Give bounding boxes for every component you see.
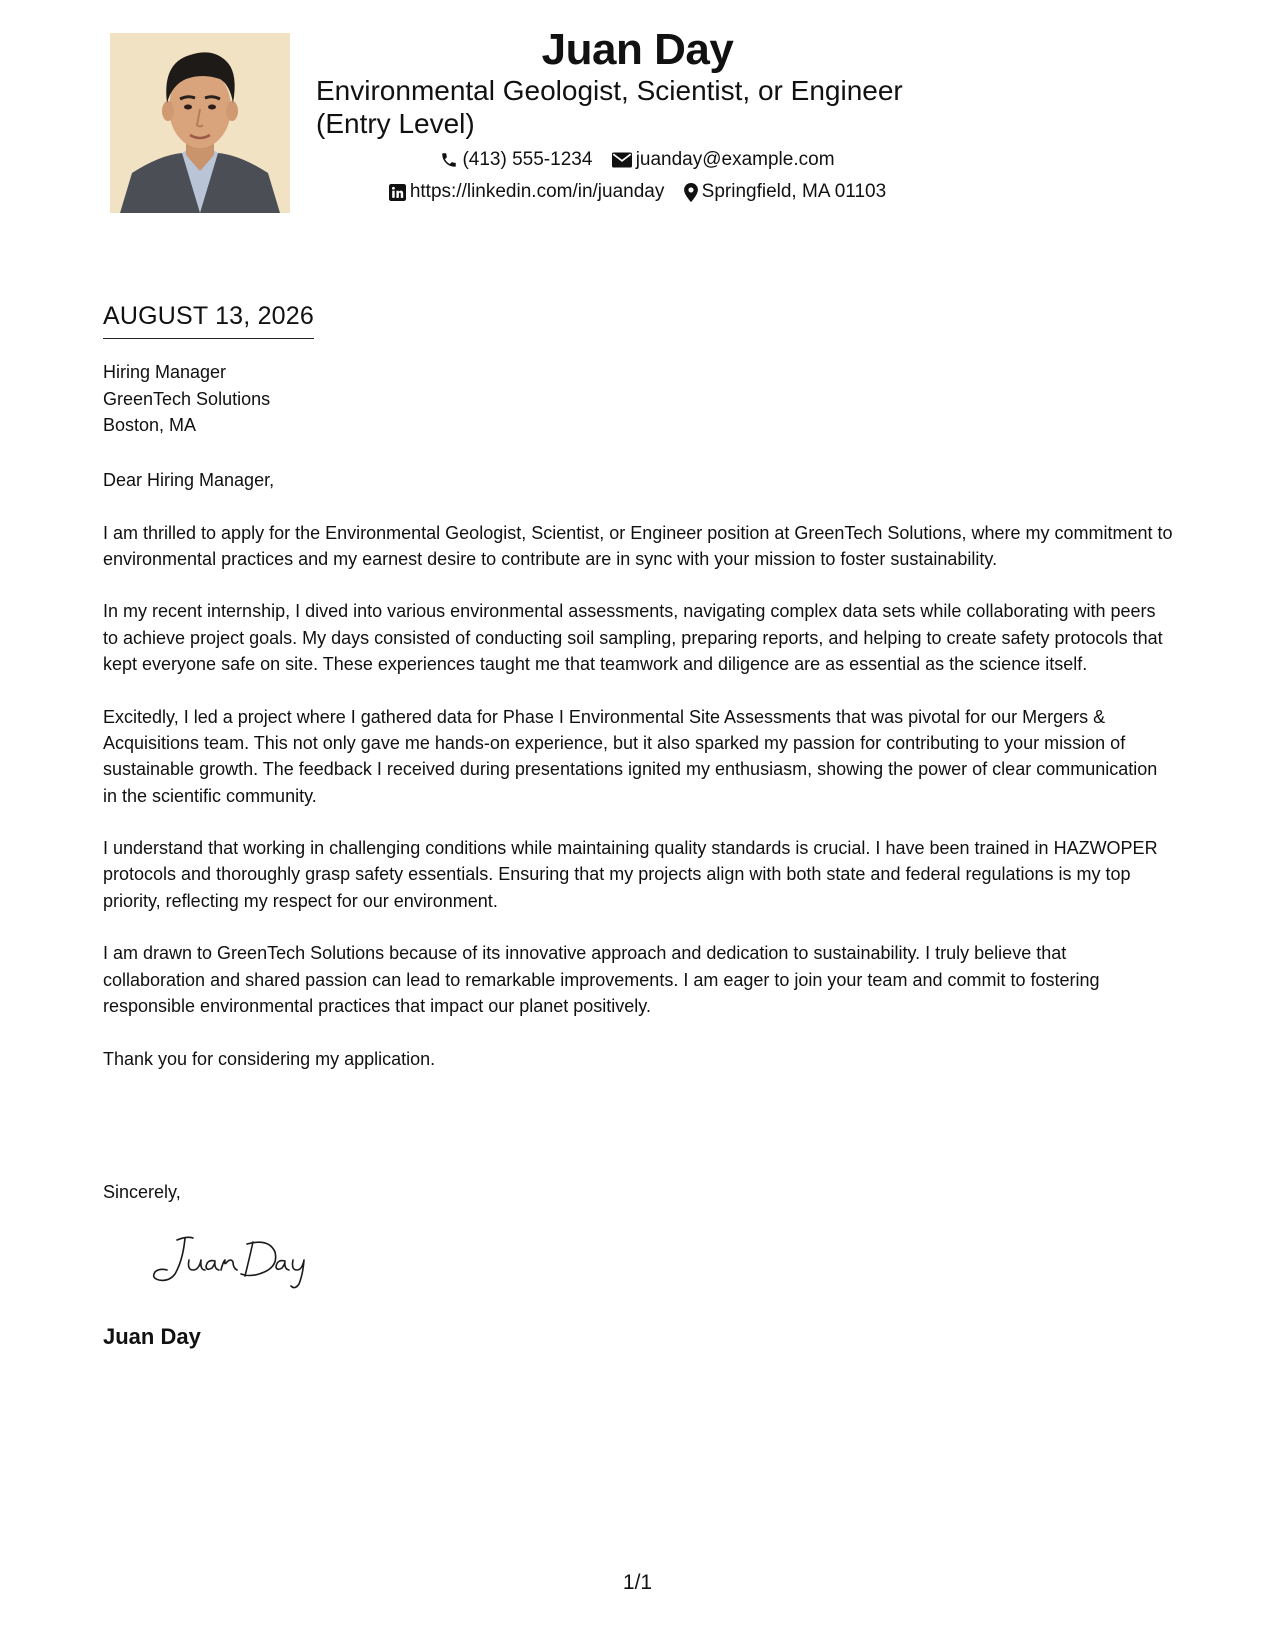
signer-name: Juan Day [103,1324,201,1349]
recipient-line-1: Hiring Manager [103,362,227,382]
paragraph-5: I am drawn to GreenTech Solutions because of its innovative approach and dedication to sustainability. I truly believe that collaboration and shared passion can lead to remarkable improvements. I am eager to join your team and commit to fostering responsible environmental practices that impact our planet positively. [103,943,1100,1016]
phone-icon [440,151,458,169]
recipient-address [103,359,270,439]
paragraph-4: I understand that working in challenging conditions while maintaining quality standards is crucial. I have been trained in HAZWOPER protocols and thoroughly grasp safety essentials. Ensuring that my projects align with both state and federal regulations is my top priority, reflecting my respect for our environment. [103,838,1158,911]
contact-phone[interactable] [440,148,592,172]
envelope-icon [612,152,632,168]
phone-number: (413) 555-1234 [462,149,593,170]
contact-email[interactable] [612,148,835,172]
letter-date: AUGUST 13, 2026 [103,300,314,339]
contact-row-primary [0,148,1275,172]
linkedin-icon [389,184,406,201]
closing: Sincerely, [103,1182,181,1202]
letter-body [103,467,1173,1098]
handwritten-signature [145,1230,325,1290]
paragraph-2: In my recent internship, I dived into various environmental assessments, navigating complex data sets while collaborating with peers to achieve project goals. My days consisted of conducting soil sampling, preparing reports, and helping to create safety protocols that kept everyone safe on site. These experiences taught me that teamwork and diligence are as essential as the science itself. [103,601,1163,675]
recipient-line-2: GreenTech Solutions [103,388,271,409]
paragraph-6: Thank you for considering my application. [103,1048,436,1069]
location-text: Springfield, MA 01103 [701,181,887,202]
contact-row-secondary [0,180,1275,204]
page-number: 1/1 [622,1571,653,1594]
job-title-line-2: (Entry Level) [316,108,475,139]
applicant-name: Juan Day [541,25,734,74]
paragraph-1: I am thrilled to apply for the Environmental Geologist, Scientist, or Engineer position at GreenTech Solutions, where my commitment to environmental practices and my earnest desire to contribute are in sync with your mission to foster sustainability. [103,522,1173,569]
salutation: Dear Hiring Manager, [103,470,275,490]
linkedin-url: https://linkedin.com/in/juanday [409,181,665,202]
map-pin-icon [684,183,698,202]
email-address: juanday@example.com [635,149,835,170]
paragraph-3: Excitedly, I led a project where I gathered data for Phase I Environmental Site Assessments that was pivotal for our Mergers & Acquisitions team. This not only gave me hands-on experience, but it also sparked my passion for contributing to your mission of sustainable growth. The feedback I received during presentations ignited my enthusiasm, showing the power of clear communication in the scientific community. [103,706,1158,806]
recipient-line-3: Boston, MA [103,415,197,435]
contact-linkedin[interactable] [389,180,665,204]
job-title-line-1: Environmental Geologist, Scientist, or Engineer [316,75,903,106]
letter-date-block [103,300,314,339]
job-title [316,74,936,140]
contact-location [684,180,887,204]
